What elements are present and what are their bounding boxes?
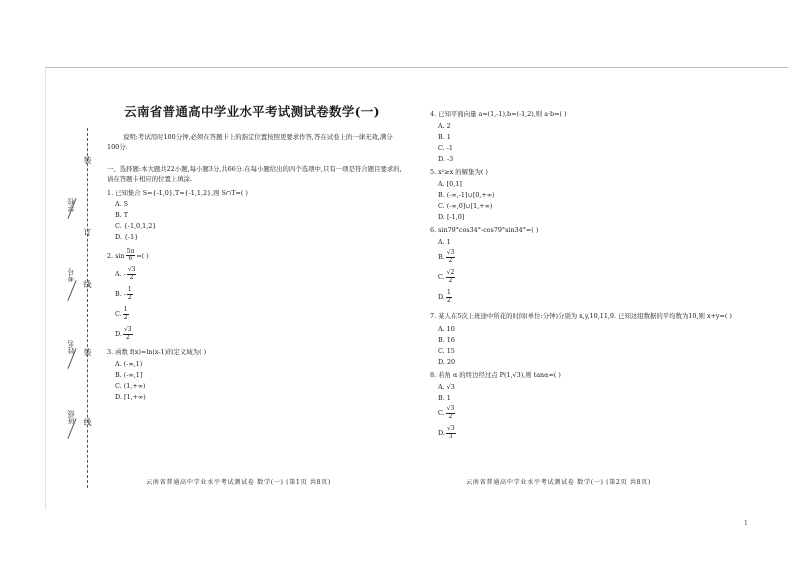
q7-option-d: D. 20 xyxy=(438,357,456,366)
q6-option-d-label: D. xyxy=(438,293,445,301)
q8-option-d-frac xyxy=(446,426,456,440)
q2-option-a xyxy=(115,264,403,284)
q7-option-b: B. 16 xyxy=(438,335,455,344)
q8-option-a: A. √3 xyxy=(438,382,455,391)
page-1 xyxy=(101,98,403,402)
q2-option-d-frac xyxy=(123,327,133,341)
exam-number-label: 考号 xyxy=(67,268,75,282)
q2-option-c-frac xyxy=(123,307,129,321)
q3-option-d: D. [1,+∞) xyxy=(115,392,146,401)
class-label: 班级 xyxy=(67,410,75,424)
q4-option-c: C. -1 xyxy=(438,143,453,152)
q2-option-c-den: 2 xyxy=(123,313,128,321)
question-8: 8. 若角 α 的终边经过点 P(1,√3),则 tanα=( ) xyxy=(430,371,561,380)
q2-stem-post: =( ) xyxy=(136,251,149,260)
binding-sep-ding: 订 xyxy=(83,228,92,236)
q3-option-c: C. (1,+∞) xyxy=(115,381,146,390)
q1-option-a: A. S xyxy=(115,200,129,209)
exam-sheet xyxy=(45,67,788,510)
q6-option-d-frac xyxy=(446,290,452,304)
q8-option-c-den: 2 xyxy=(448,412,453,420)
q5-option-d: D. [-1,0] xyxy=(438,212,465,221)
q2-option-b-num: 1 xyxy=(127,286,132,294)
q2-option-d-den: 2 xyxy=(125,333,130,341)
q6-option-b-label: B. xyxy=(438,253,445,261)
q6-option-c-label: C. xyxy=(438,273,445,281)
q3-option-b: B. (-∞,1] xyxy=(115,370,143,379)
page-2 xyxy=(424,106,754,443)
q2-option-d-num: √3 xyxy=(123,326,132,334)
binding-sep-zhuang: 装 xyxy=(83,156,92,164)
question-3: 3. 函数 f(x)=ln(x-1)的定义域为( ) xyxy=(107,348,207,357)
q8-option-d xyxy=(438,423,754,443)
q6-option-d-den: 2 xyxy=(446,296,451,304)
q2-option-d-label: D. xyxy=(115,330,122,339)
q2-fraction xyxy=(126,249,136,263)
page-2-footer: 云南省普通高中学业水平考试测试卷 数学(一) (第2页 共8页) xyxy=(466,479,651,486)
q7-option-c: C. 15 xyxy=(438,346,455,355)
q5-option-a: A. [0,1] xyxy=(438,179,462,188)
q6-option-d-num: 1 xyxy=(446,289,451,297)
q8-option-c-label: C. xyxy=(438,409,445,418)
q2-option-a-label: A. - xyxy=(115,270,126,279)
school-label: 学校 xyxy=(67,198,75,212)
q8-option-c xyxy=(438,403,754,423)
binding-sep-zhuang-2: 装 xyxy=(83,348,92,356)
q2-option-b xyxy=(115,284,403,304)
question-4: 4. 已知平面向量 a=(1,-1),b=(-1,2),则 a·b=( ) xyxy=(430,110,567,118)
scan-page-number: 1 xyxy=(744,520,748,527)
q8-option-d-den: 3 xyxy=(448,432,453,440)
q2-option-b-frac xyxy=(127,287,133,301)
q5-option-b: B. (-∞,-1]∪[0,+∞) xyxy=(438,190,495,199)
q8-option-d-label: D. xyxy=(438,429,445,438)
q6-option-b xyxy=(438,247,754,267)
q2-option-a-frac xyxy=(127,267,137,281)
question-7: 7. 某人在5次上班途中所花的时间(单位:分钟)分别为 x,y,10,11,9. 已知这组数据的平均数为10,则 x+y=( ) xyxy=(430,312,732,320)
q2-option-c xyxy=(115,304,403,324)
q6-option-c xyxy=(438,267,754,287)
q8-option-c-frac xyxy=(446,406,456,420)
q2-option-b-label: B. - xyxy=(115,290,126,299)
q6-option-c-frac xyxy=(446,270,456,284)
question-1: 1. 已知集合 S={-1,0},T={-1,1,2},则 S∩T=( ) xyxy=(107,188,248,197)
q2-option-b-den: 2 xyxy=(127,293,132,301)
q8-option-d-num: √3 xyxy=(446,425,455,433)
q6-option-b-den: 2 xyxy=(448,256,453,264)
q6-option-b-num: √3 xyxy=(446,249,455,257)
q2-option-c-label: C. xyxy=(115,310,122,319)
exam-title: 云南省普通高中学业水平考试测试卷数学(一) xyxy=(124,104,380,119)
page-1-footer: 云南省普通高中学业水平考试测试卷 数学(一) (第1页 共8页) xyxy=(146,479,331,486)
question-6: 6. sin79°cos34°-cos79°sin34°=( ) xyxy=(430,226,539,234)
q2-option-a-num: √3 xyxy=(127,266,136,274)
q8-option-c-num: √3 xyxy=(446,405,455,413)
q3-option-a: A. (-∞,1) xyxy=(115,359,143,368)
q6-option-c-num: √2 xyxy=(446,269,455,277)
q1-option-b: B. T xyxy=(115,211,129,220)
q4-option-b: B. 1 xyxy=(438,132,451,141)
q4-option-d: D. -3 xyxy=(438,154,454,163)
q2-option-c-num: 1 xyxy=(123,306,128,314)
q6-option-b-frac xyxy=(446,250,456,264)
question-2 xyxy=(107,249,403,263)
q4-option-a: A. 2 xyxy=(438,121,451,130)
q2-option-a-den: 2 xyxy=(129,273,134,281)
q8-option-b: B. 1 xyxy=(438,393,451,402)
section-header: 一、选择题:本大题共22小题,每小题3分,共66分.在每小题给出的四个选项中,只有一项是符合题目要求的,请在答题卡相应的位置上填涂. xyxy=(107,165,402,184)
q6-option-d xyxy=(438,287,754,307)
q5-option-c: C. (-∞,0]∪[1,+∞) xyxy=(438,201,493,210)
student-name-label: 姓名 xyxy=(67,340,75,354)
q2-option-d xyxy=(115,324,403,344)
q6-option-c-den: 2 xyxy=(448,276,453,284)
binding-sep-xian-1: 线 xyxy=(83,280,92,288)
q2-stem-pre: 2. sin xyxy=(107,251,125,260)
q1-option-c: C. {-1,0,1,2} xyxy=(115,222,157,231)
q7-option-a: A. 10 xyxy=(438,324,455,333)
q1-option-d: D. {-1} xyxy=(115,233,139,242)
binding-sep-xian-2: 线 xyxy=(83,418,92,426)
q2-fraction-num: 5π xyxy=(126,247,135,255)
binding-dashed-line xyxy=(87,128,88,488)
exam-instructions: 说明:考试用时100分钟,必须在答题卡上的指定位置按照更要求作答,答在试卷上的一律无效,满分100分. xyxy=(107,132,393,151)
question-5: 5. x²≥x 的解集为( ) xyxy=(430,168,488,176)
exam-number-fill-line xyxy=(67,280,76,301)
q2-fraction-den: 6 xyxy=(128,254,133,262)
q6-option-a: A. 1 xyxy=(438,237,451,246)
